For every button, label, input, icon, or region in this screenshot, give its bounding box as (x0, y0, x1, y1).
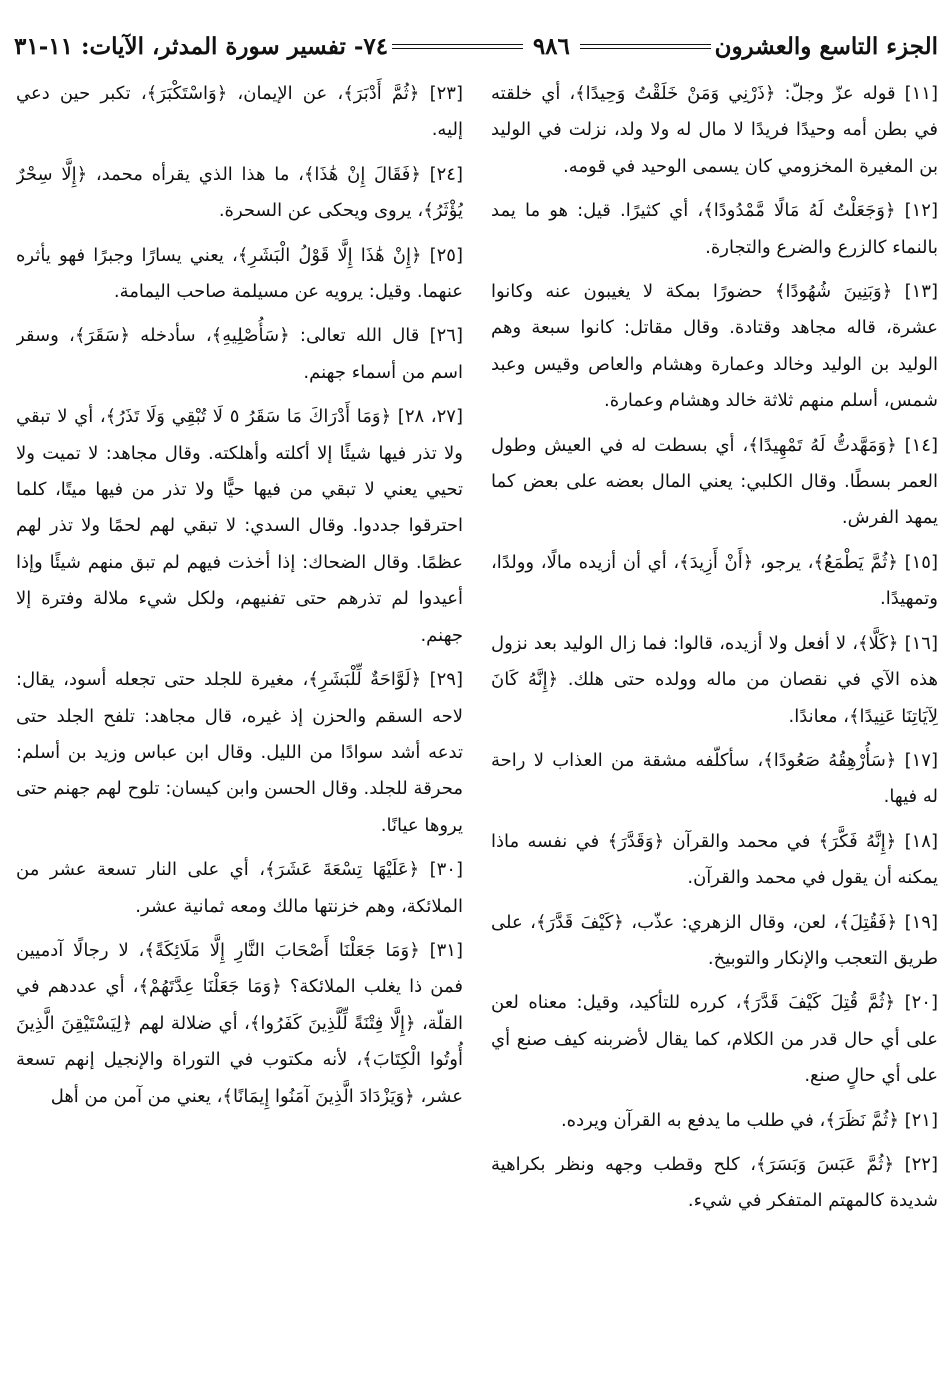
tafsir-entry-11: [١١] قوله عزّ وجلّ: ﴿ذَرْنِي وَمَنْ خَلَقْتُ وَحِيدًا﴾، أي خلقته في بطن أمه وحيدًا فريدًا لا مال له ولا ولد، نزلت في الوليد بن المغيرة المخزومي كان يسمى الوحيد في قومه. (491, 83, 938, 177)
tafsir-entry-31: [٣١] ﴿وَمَا جَعَلْنَا أَصْحَابَ النَّارِ إِلَّا مَلَائِكَةً﴾، لا رجالًا آدميين فمن ذا يغلب الملائكة؟ ﴿وَمَا جَعَلْنَا عِدَّتَهُمْ﴾، أي عددهم في القلّة، ﴿إِلَّا فِتْنَةً لِّلَّذِينَ كَفَرُوا﴾، أي ضلالة لهم ﴿لِيَسْتَيْقِنَ الَّذِينَ أُوتُوا الْكِتَابَ﴾، لأنه مكتوب في التوراة والإنجيل إنهم تسعة عشر، ﴿وَيَزْدَادَ الَّذِينَ آمَنُوا إِيمَانًا﴾، يعني من آمن من أهل (16, 939, 463, 1107)
tafsir-entry-26: [٢٦] قال الله تعالى: ﴿سَأُصْلِيهِ﴾، سأدخله ﴿سَقَرَ﴾، وسقر اسم من أسماء جهنم. (16, 325, 463, 383)
header-surah-range: ٧٤- تفسير سورة المدثر، الآيات: ١١-٣١ (14, 32, 389, 60)
page-header (14, 24, 938, 68)
tafsir-entry-23: [٢٣] ﴿ثُمَّ أَدْبَرَ﴾، عن الإيمان، ﴿وَاسْتَكْبَرَ﴾، تكبر حين دعي إليه. (16, 83, 463, 141)
header-juz-title: الجزء التاسع والعشرون (714, 32, 938, 60)
tafsir-entry-20: [٢٠] ﴿ثُمَّ قُتِلَ كَيْفَ قَدَّرَ﴾، كرره للتأكيد، وقيل: معناه لعن على أي حال قدر من الكلام، كما يقال لأضربنه كيف صنع أي على أي حالٍ صنع. (491, 992, 938, 1087)
tafsir-entry-21: [٢١] ﴿ثُمَّ نَظَرَ﴾، في طلب ما يدفع به القرآن ويرده. (560, 1109, 938, 1131)
header-rule-left (392, 44, 523, 49)
tafsir-entry-27-28: [٢٧، ٢٨] ﴿وَمَا أَدْرَاكَ مَا سَقَرُ ٥ لَا تُبْقِي وَلَا تَذَرُ﴾، أي لا تبقي ولا تذر فيها شيئًا إلا أكلته وأهلكته. وقال مجاهد: لا تميت ولا تحيي يعني لا تبقي من فيها حيًّا ولا تذر من فيها ميتًا، كلما احترقوا جددوا. وقال السدي: لا تبقي لهم لحمًا ولا تذر لهم عظمًا. وقال الضحاك: إذا أخذت فيهم لم تبق منهم شيئًا وإذا أعيدوا لم تذرهم حتى تفنيهم، ولكل شيء ملالة وفترة إلا جهنم. (16, 406, 463, 646)
tafsir-entry-13: [١٣] ﴿وَبَنِينَ شُهُودًا﴾ حضورًا بمكة لا يغيبون عنه وكانوا عشرة، قاله مجاهد وقتادة. وقال مقاتل: كانوا سبعة وهم الوليد بن الوليد وخالد وعمارة وهشام والعاص وقيس وعبد شمس، أسلم منهم ثلاثة خالد وهشام وعمارة. (491, 281, 938, 412)
tafsir-entry-29: [٢٩] ﴿لَوَّاحَةٌ لِّلْبَشَرِ﴾، مغيرة للجلد حتى تجعله أسود، يقال: لاحه السقم والحزن إذ غيره، قال مجاهد: تلفح الجلد حتى تدعه أشد سوادًا من الليل. وقال ابن عباس وزيد بن أسلم: محرقة للجلد. وقال الحسن وابن كيسان: تلوح لهم جهنم حتى يروها عيانًا. (16, 669, 463, 836)
tafsir-entry-14: [١٤] ﴿وَمَهَّدتُّ لَهُ تَمْهِيدًا﴾، أي بسطت له في العيش وطول العمر بسطًا. وقال الكلبي: يعني المال بعضه على بعض كما يمهد الفرش. (491, 434, 938, 529)
tafsir-entry-17: [١٧] ﴿سَأُرْهِقُهُ صَعُودًا﴾، سأكلّفه مشقة من العذاب لا راحة له فيها. (491, 749, 938, 808)
tafsir-entry-22: [٢٢] ﴿ثُمَّ عَبَسَ وَبَسَرَ﴾، كلح وقطب وجهه ونظر بكراهية شديدة كالمهتم المتفكر في شيء. (491, 1153, 938, 1212)
left-column (16, 76, 463, 1371)
page-number: ٩٨٦ (532, 32, 570, 60)
tafsir-entry-24: [٢٤] ﴿فَقَالَ إِنْ هَٰذَا﴾، ما هذا الذي يقرأه محمد، ﴿إِلَّا سِحْرٌ يُؤْثَرُ﴾، يروى ويحكى عن السحرة. (16, 163, 463, 222)
tafsir-entry-16: [١٦] ﴿كَلَّا﴾، لا أفعل ولا أزيده، قالوا: فما زال الوليد بعد نزول هذه الآي في نقصان من ماله وولده حتى هلك. ﴿إِنَّهُ كَانَ لِآيَاتِنَا عَنِيدًا﴾، معاندًا. (491, 632, 938, 727)
tafsir-entry-12: [١٢] ﴿وَجَعَلْتُ لَهُ مَالًا مَّمْدُودًا﴾، أي كثيرًا. قيل: هو ما يمد بالنماء كالزرع والضرع والتجارة. (491, 200, 938, 258)
tafsir-entry-19: [١٩] ﴿فَقُتِلَ﴾، لعن، وقال الزهري: عذّب، ﴿كَيْفَ قَدَّرَ﴾، على طريق التعجب والإنكار والتوبيخ. (491, 911, 938, 969)
two-column-body (14, 76, 938, 1371)
tafsir-entry-25: [٢٥] ﴿إِنْ هَٰذَا إِلَّا قَوْلُ الْبَشَرِ﴾، يعني يسارًا وجبرًا فهو يأثره عنهما. وقيل: يرويه عن مسيلمة صاحب اليمامة. (16, 244, 463, 303)
tafsir-entry-15: [١٥] ﴿ثُمَّ يَطْمَعُ﴾، يرجو، ﴿أَنْ أَزِيدَ﴾، أي أن أزيده مالًا، وولدًا، وتمهيدًا. (491, 551, 938, 610)
tafsir-entry-30: [٣٠] ﴿عَلَيْهَا تِسْعَةَ عَشَرَ﴾، أي على النار تسعة عشر من الملائكة، وهم خزنتها مالك ومعه ثمانية عشر. (16, 859, 463, 917)
tafsir-entry-18: [١٨] ﴿إِنَّهُ فَكَّرَ﴾ في محمد والقرآن ﴿وَقَدَّرَ﴾ في نفسه ماذا يمكنه أن يقول في محمد والقرآن. (491, 830, 938, 889)
header-rule-right (580, 44, 711, 49)
right-column (491, 76, 938, 1371)
